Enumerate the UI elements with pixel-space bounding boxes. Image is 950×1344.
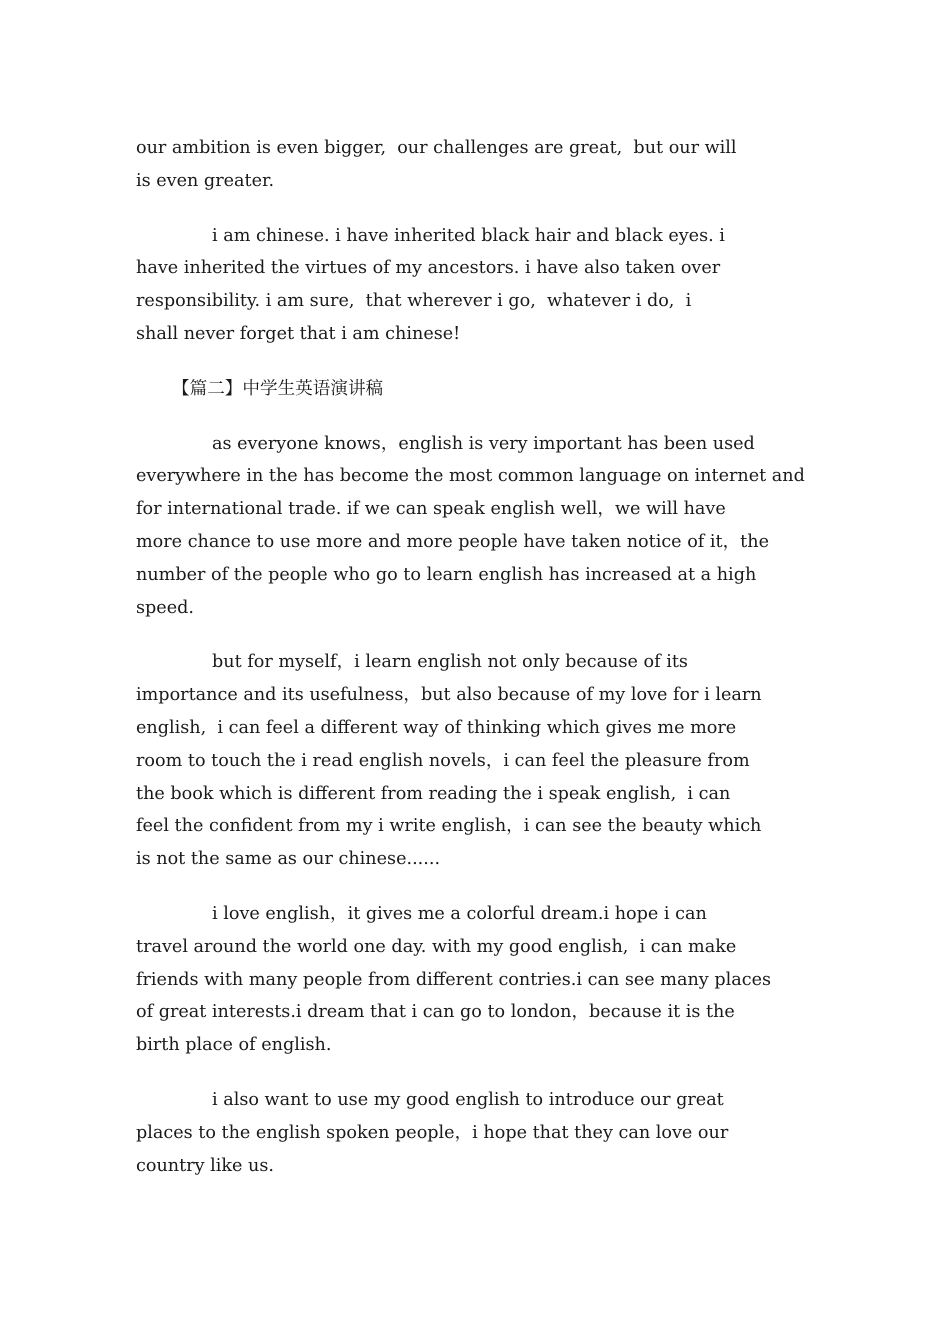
paragraph-for-myself — [136, 646, 816, 876]
paragraph-ambition — [136, 132, 816, 198]
text-line: i love english，it gives me a colorful dream.i hope i can — [212, 903, 707, 924]
text-line: but for myself，i learn english not only because of its — [212, 652, 688, 673]
text-line: speed. — [136, 597, 194, 618]
paragraph-i-am-chinese — [136, 220, 816, 351]
text-line: more chance to use more and more people have taken notice of it，the — [136, 531, 769, 552]
text-line: travel around the world one day. with my good english, i can make — [136, 936, 737, 957]
text-line: as everyone knows，english is very important has been used — [212, 433, 755, 454]
text-line: friends with many people from different contries.i can see many places — [136, 969, 772, 990]
text-line: places to the english spoken people，i hope that they can love our — [136, 1122, 729, 1143]
text-line: i also want to use my good english to introduce our great — [212, 1089, 724, 1110]
text-line: number of the people who go to learn english has increased at a high — [136, 564, 757, 585]
text-line: the book which is different from reading the i speak english, i can — [136, 783, 731, 804]
text-line: importance and its usefulness，but also because of my love for i learn — [136, 685, 762, 706]
text-line: room to touch the i read english novels，i can feel the pleasure from — [136, 750, 750, 771]
paragraph-i-love-english — [136, 898, 816, 1062]
text-line: shall never forget that i am chinese! — [136, 323, 461, 344]
text-line: of great interests.i dream that i can go to london，because it is the — [136, 1002, 735, 1023]
text-line: our ambition is even bigger, our challenges are great, but our will — [136, 138, 737, 158]
text-line: responsibility. i am sure, that wherever i go, whatever i do, i — [136, 291, 692, 312]
section-heading: 【篇二】中学生英语演讲稿 — [172, 378, 384, 399]
text-line: feel the confident from my i write english，i can see the beauty which — [136, 816, 762, 837]
text-line: i am chinese. i have inherited black hair and black eyes. i — [212, 225, 725, 246]
text-line: english, i can feel a different way of thinking which gives me more — [136, 717, 737, 738]
document-body — [136, 132, 816, 1204]
text-line: everywhere in the has become the most common language on internet and — [136, 466, 805, 487]
paragraph-english-importance — [136, 428, 816, 625]
text-line: is not the same as our chinese...... — [136, 849, 441, 870]
paragraph-introduce-places — [136, 1084, 816, 1182]
text-line: country like us. — [136, 1155, 274, 1176]
text-line: have inherited the virtues of my ancestors. i have also taken over — [136, 258, 721, 279]
text-line: for international trade. if we can speak english well，we will have — [136, 499, 726, 520]
text-line: is even greater. — [136, 170, 275, 191]
text-line: birth place of english. — [136, 1035, 332, 1056]
